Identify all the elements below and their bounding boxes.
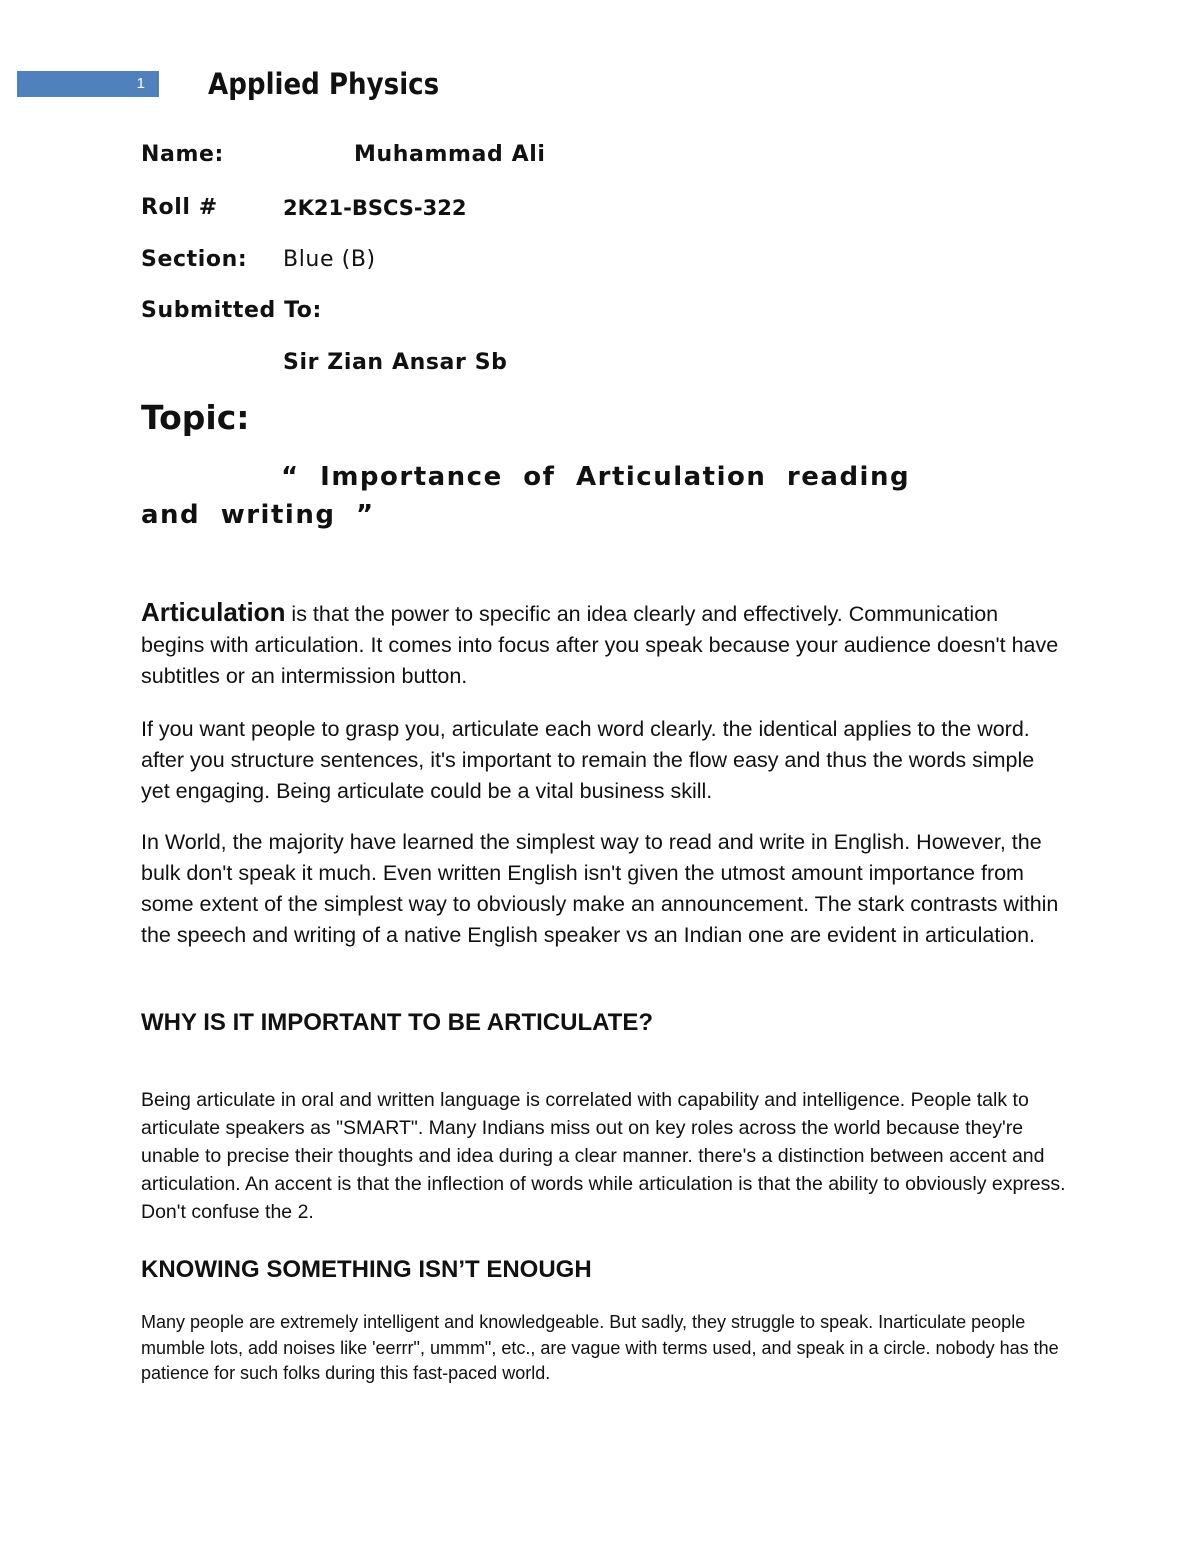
page-number: 1	[17, 71, 159, 97]
section-label: Section:	[141, 247, 248, 272]
roll-label: Roll #	[141, 195, 218, 220]
document-title: Applied Physics	[208, 67, 440, 101]
paragraph-world: In World, the majority have learned the simplest way to read and write in English. However, the bulk don't speak it much. Even written English isn't given the utmost amount importance from some extent of the simplest way to obviously make an announcement. The stark contrasts within the speech and writing of a native English speaker vs an Indian one are evident in articulation.	[141, 830, 1059, 947]
section-heading-knowing: KNOWING SOMETHING ISN’T ENOUGH	[141, 1256, 592, 1283]
paragraph-text: is that the power to specific an idea clearly and effectively. Communication begins with articulation. It comes into focus after you speak because your audience doesn't have subtitles or an intermission button.	[141, 602, 1059, 688]
paragraph-many-people: Many people are extremely intelligent and knowledgeable. But sadly, they struggle to speak. Inarticulate people mumble lots, add noises like 'eerrr", ummm", etc., are vague with terms used, and speak in a circle. nobody has the patience for such folks during this fast-paced world.	[141, 1312, 1059, 1383]
lead-word: Articulation	[141, 597, 286, 627]
topic-title: “ Importance of Articulation reading and writing ”	[141, 462, 911, 530]
roll-value: 2K21-BSCS-322	[283, 196, 467, 220]
name-label: Name:	[141, 142, 224, 167]
submitted-to-label: Submitted To:	[141, 298, 322, 323]
paragraph-being-articulate: Being articulate in oral and written language is correlated with capability and intelligence. People talk to articulate speakers as "SMART". Many Indians miss out on key roles across the world because they're unable to precise their thoughts and idea during a clear manner. there's a distinction between accent and articulation. An accent is that the inflection of words while articulation is that the ability to obviously express. Don't confuse the 2.	[141, 1089, 1066, 1223]
submitted-to-value: Sir Zian Ansar Sb	[283, 350, 508, 375]
name-value: Muhammad Ali	[354, 142, 546, 167]
section-value: Blue (B)	[283, 247, 376, 272]
section-heading-why: WHY IS IT IMPORTANT TO BE ARTICULATE?	[141, 1009, 653, 1036]
paragraph-articulation	[141, 597, 1061, 692]
topic-heading: Topic:	[141, 398, 250, 437]
paragraph-grasp: If you want people to grasp you, articulate each word clearly. the identical applies to the word. after you structure sentences, it's important to remain the flow easy and thus the words simple yet engaging. Being articulate could be a vital business skill.	[141, 717, 1035, 803]
